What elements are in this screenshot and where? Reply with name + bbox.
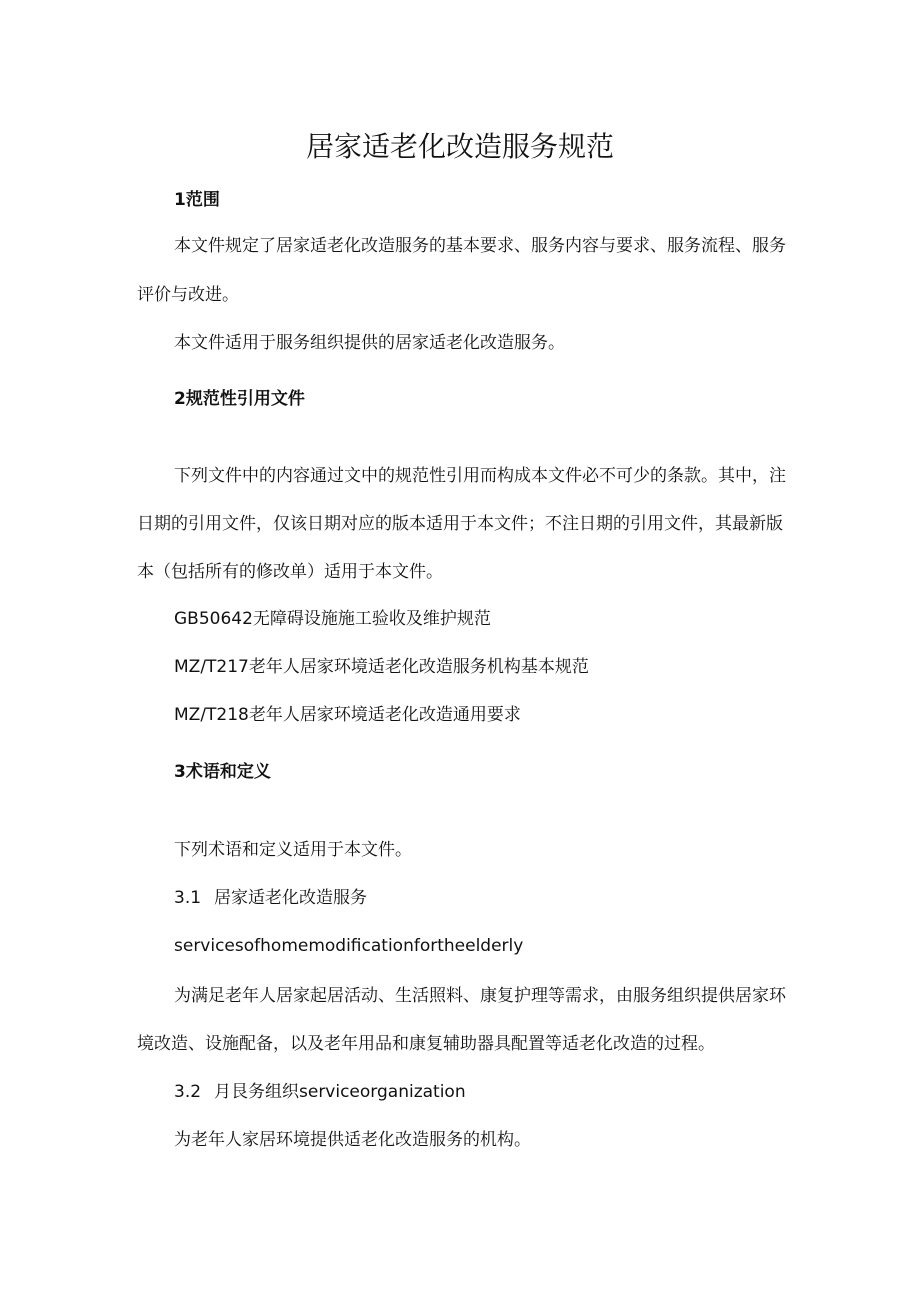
term-number: 3.2 [174,1082,202,1102]
section-3-intro: 下列术语和定义适用于本文件。 [174,840,412,860]
section-1-paragraph-1-line-1: 本文件规定了居家适老化改造服务的基本要求、服务内容与要求、服务流程、服务 [174,236,786,256]
term-number: 3.1 [174,888,202,908]
section-1-paragraph-1-line-2: 评价与改进。 [137,285,239,305]
term-name: 月艮务组织serviceorganization [214,1082,466,1102]
reference-item: MZ/T217老年人居家环境适老化改造服务机构基本规范 [174,657,589,677]
term-3-1-definition-line-2: 境改造、设施配备，以及老年用品和康复辅助器具配置等适老化改造的过程。 [137,1034,715,1054]
document-title: 居家适老化改造服务规范 [305,130,614,163]
term-name: 居家适老化改造服务 [214,888,367,908]
term-3-1-heading [174,886,367,910]
term-3-1-definition-line-1: 为满足老年人居家起居活动、生活照料、康复护理等需求，由服务组织提供居家环 [174,986,786,1006]
section-3-heading: 3术语和定义 [174,762,271,782]
term-3-2-definition: 为老年人家居环境提供适老化改造服务的机构。 [174,1130,531,1150]
section-2-paragraph-line-3: 本（包括所有的修改单）适用于本文件。 [137,562,443,582]
section-1-paragraph-2: 本文件适用于服务组织提供的居家适老化改造服务。 [174,333,565,353]
section-2-paragraph-line-1: 下列文件中的内容通过文中的规范性引用而构成本文件必不可少的条款。其中，注 [174,466,786,486]
section-1-heading: 1范围 [174,190,220,210]
reference-item: MZ/T218老年人居家环境适老化改造通用要求 [174,705,521,725]
term-3-1-english: servicesofhomemodificationfortheelderly [174,936,524,956]
reference-item: GB50642无障碍设施施工验收及维护规范 [174,609,491,629]
term-3-2-heading [174,1080,466,1104]
section-2-heading: 2规范性引用文件 [174,389,305,409]
section-2-paragraph-line-2: 日期的引用文件，仅该日期对应的版本适用于本文件；不注日期的引用文件，其最新版 [137,514,783,534]
